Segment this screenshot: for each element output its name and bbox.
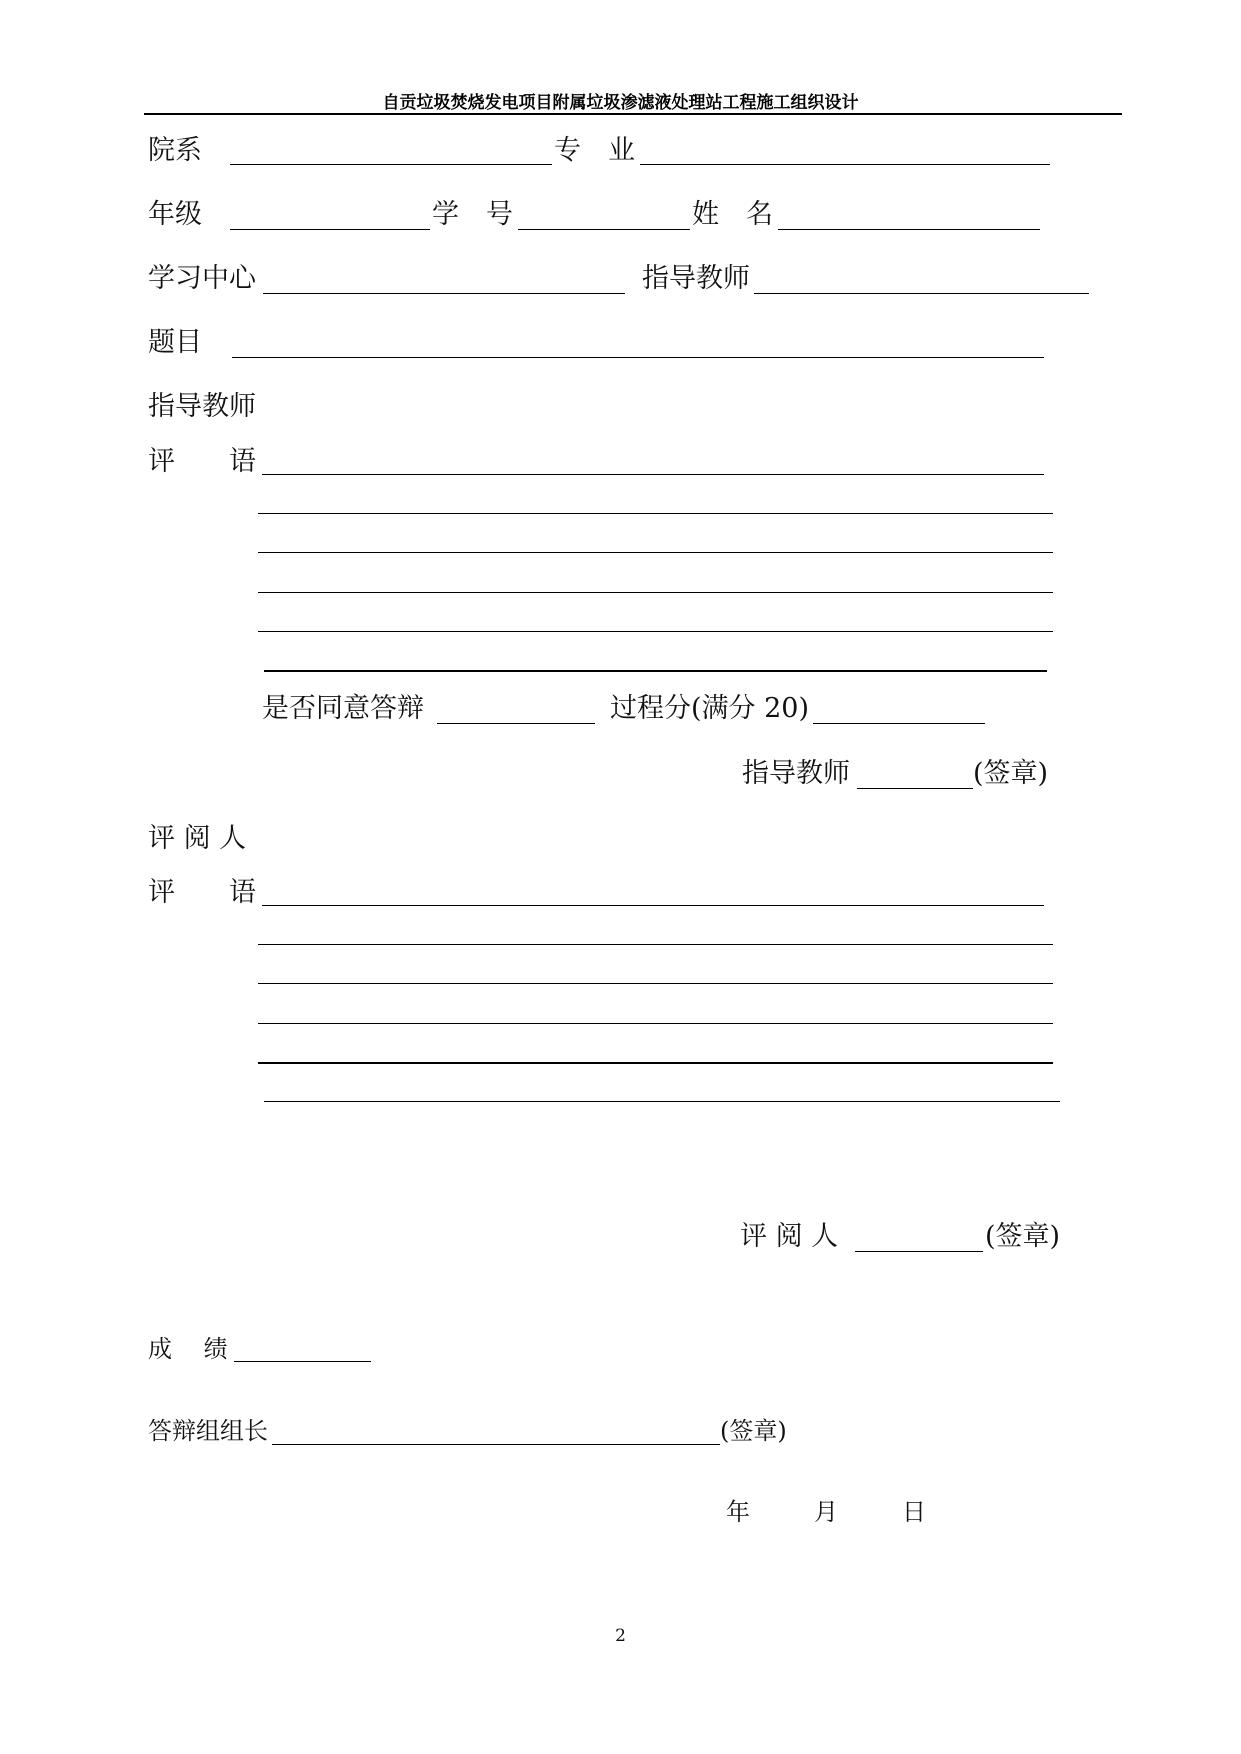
department-label: 院系 <box>148 135 202 166</box>
name-label: 姓 名 <box>692 199 773 230</box>
advisor-comment-line[interactable] <box>264 670 1047 672</box>
reviewer-sign-suffix: (签章) <box>985 1221 1061 1252</box>
process-score-label: 过程分(满分 20) <box>610 693 810 724</box>
study-center-label: 学习中心 <box>148 263 256 294</box>
date-day-label: 日 <box>902 1498 926 1526</box>
department-field[interactable] <box>230 164 552 165</box>
reviewer-comment-line[interactable] <box>258 1062 1053 1064</box>
student-id-label: 学 号 <box>432 199 513 230</box>
advisor-sign-field[interactable] <box>857 788 973 789</box>
document-header-title: 自贡垃圾焚烧发电项目附属垃圾渗滤液处理站工程施工组织设计 <box>382 93 859 113</box>
reviewer-comment-line[interactable] <box>264 1101 1060 1102</box>
reviewer-comment-line[interactable] <box>258 983 1053 984</box>
defense-consent-field[interactable] <box>437 723 595 724</box>
advisor-comment-line[interactable] <box>262 474 1044 475</box>
defense-leader-label: 答辩组组长 <box>148 1417 268 1445</box>
reviewer-comment-label: 评 语 <box>148 877 256 908</box>
page-number: 2 <box>615 1626 626 1646</box>
student-id-field[interactable] <box>518 229 690 230</box>
advisor-comment-line[interactable] <box>258 631 1053 632</box>
advisor-comment-line[interactable] <box>258 513 1053 514</box>
reviewer-comment-line[interactable] <box>258 1023 1053 1024</box>
reviewer-section-heading: 评 阅 人 <box>148 823 247 854</box>
name-field[interactable] <box>778 229 1040 230</box>
advisor-comment-label: 评 语 <box>148 446 256 477</box>
advisor-section-heading: 指导教师 <box>148 391 256 422</box>
grade-label: 年级 <box>148 199 202 230</box>
score-field[interactable] <box>234 1361 371 1362</box>
advisor-comment-line[interactable] <box>258 552 1053 553</box>
header-rule <box>144 113 1122 115</box>
grade-field[interactable] <box>230 229 430 230</box>
advisor-sign-label: 指导教师 <box>742 758 850 789</box>
major-field[interactable] <box>640 164 1050 165</box>
defense-leader-suffix: (签章) <box>720 1417 787 1445</box>
score-label: 成 绩 <box>148 1335 228 1363</box>
topic-label: 题目 <box>148 327 202 358</box>
study-center-field[interactable] <box>263 293 625 294</box>
reviewer-comment-line[interactable] <box>258 944 1053 945</box>
advisor-field[interactable] <box>754 293 1089 294</box>
major-label: 专 业 <box>554 135 635 166</box>
advisor-label: 指导教师 <box>642 263 750 294</box>
reviewer-comment-line[interactable] <box>262 905 1044 906</box>
reviewer-sign-label: 评 阅 人 <box>740 1221 839 1252</box>
defense-leader-field[interactable] <box>272 1444 720 1445</box>
topic-field[interactable] <box>232 357 1044 358</box>
advisor-comment-line[interactable] <box>258 592 1053 593</box>
defense-consent-label: 是否同意答辩 <box>262 693 424 724</box>
advisor-sign-suffix: (签章) <box>973 758 1049 789</box>
process-score-field[interactable] <box>813 723 985 724</box>
date-month-label: 月 <box>814 1498 838 1526</box>
date-year-label: 年 <box>726 1498 750 1526</box>
reviewer-sign-field[interactable] <box>855 1251 983 1252</box>
